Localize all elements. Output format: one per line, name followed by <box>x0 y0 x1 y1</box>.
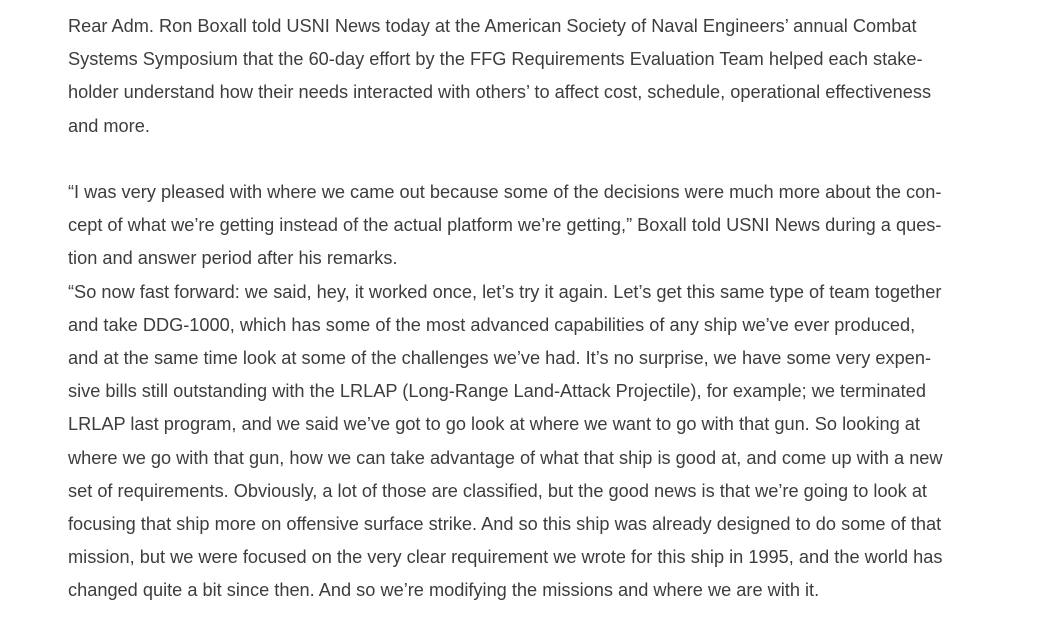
paragraph-ddg1000-quote: “So now fast forward: we said, hey, it worked once, let’s try it again. Let’s get this same type of team together and take DDG-1000, which has some of the most advanced capabilities of any ship we’ve ever produced, and at the same time look at some of the challenges we’ve had. It’s no surprise, we have some very expen- sive bills still outstanding with the LRLAP (Long-Range Land-Attack Projectile), for example; we terminated LRLAP last program, and we said we’ve got to go look at where we want to go with that gun. So looking at where we go with that gun, how we can take advantage of what that ship is good at, and come up with a new set of requirements. Obviously, a lot of those are classified, but the good news is that we’re going to look at focusing that ship more on offensive surface strike. And so this ship was already designed to do some of that mission, but we were focused on the very clear requirement we wrote for this ship in 1995, and the world has changed quite a bit since then. And so we’re modifying the missions and where we are with it. <box>68 281 943 601</box>
paragraph-boxall-intro: Rear Adm. Ron Boxall told USNI News today at the American Society of Naval Engineers’ annual Combat Systems Symposium that the 60-day effort by the FFG Requirements Evaluation Team helped each stake- holder understand how their needs interacted with others’ to affect cost, schedule, operational effectiveness and more. <box>68 16 932 136</box>
article-body <box>68 10 1003 608</box>
paragraph-boxall-quote: “I was very pleased with where we came out because some of the decisions were much more about the con- cept of what we’re getting instead of the actual platform we’re getting,” Boxall told USNI News during a ques- tion and answer period after his remarks. <box>68 182 942 269</box>
